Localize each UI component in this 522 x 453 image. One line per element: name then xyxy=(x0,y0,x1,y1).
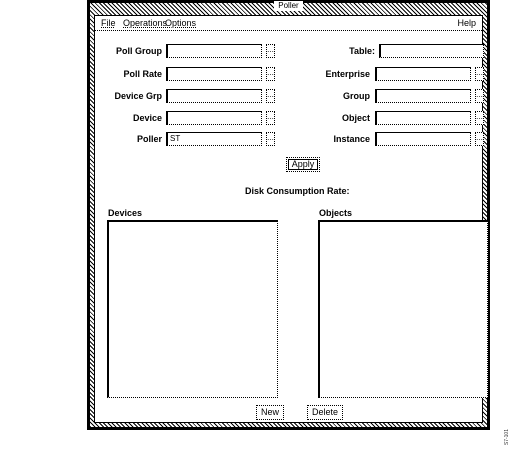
disk-consumption-rate-label: Disk Consumption Rate: xyxy=(245,186,350,196)
device-field[interactable] xyxy=(166,111,262,125)
menu-operations[interactable]: Operations xyxy=(123,18,168,28)
objects-label: Objects xyxy=(319,208,353,218)
menu-help[interactable]: Help xyxy=(457,18,476,28)
poll-group-field[interactable] xyxy=(166,44,262,58)
label-object: Object xyxy=(341,113,370,123)
delete-label: Delete xyxy=(311,407,338,417)
new-button[interactable] xyxy=(256,405,284,420)
instance-picker-button[interactable]: ... xyxy=(475,132,484,146)
apply-button-border xyxy=(288,159,318,170)
devices-list[interactable] xyxy=(107,220,278,398)
label-group: Group xyxy=(343,91,370,101)
label-enterprise: Enterprise xyxy=(325,69,370,79)
label-instance: Instance xyxy=(333,134,370,144)
table-field[interactable] xyxy=(379,44,484,58)
enterprise-picker-button[interactable]: ... xyxy=(475,67,484,81)
object-field[interactable] xyxy=(375,111,471,125)
figure-id: S7-101 xyxy=(504,428,510,445)
label-poll-group: Poll Group xyxy=(116,46,162,56)
menubar xyxy=(95,16,482,31)
group-picker-button[interactable]: ... xyxy=(475,89,484,103)
poll-group-picker-button[interactable]: ... xyxy=(266,44,275,58)
group-field[interactable] xyxy=(375,89,471,103)
device-grp-field[interactable] xyxy=(166,89,262,103)
objects-list[interactable] xyxy=(318,220,488,398)
poller-picker-button[interactable]: ... xyxy=(266,132,275,146)
devices-label: Devices xyxy=(108,208,143,218)
label-device: Device xyxy=(132,113,162,123)
poll-rate-field[interactable] xyxy=(166,67,262,81)
menu-file[interactable]: File xyxy=(101,18,116,28)
delete-button[interactable] xyxy=(307,405,343,420)
object-picker-button[interactable]: ... xyxy=(475,111,484,125)
apply-button[interactable] xyxy=(286,157,320,172)
device-picker-button[interactable]: ... xyxy=(266,111,275,125)
instance-field[interactable] xyxy=(375,132,471,146)
window-title: Poller xyxy=(274,1,302,11)
poller-field[interactable]: ST xyxy=(166,132,262,146)
poll-rate-picker-button[interactable]: ... xyxy=(266,67,275,81)
window-content xyxy=(94,15,483,423)
label-device-grp: Device Grp xyxy=(114,91,162,101)
menu-options[interactable]: Options xyxy=(165,18,197,28)
label-poller: Poller xyxy=(136,134,162,144)
label-table: Table: xyxy=(349,46,375,56)
poller-window xyxy=(87,0,490,430)
new-label: New xyxy=(260,407,279,417)
enterprise-field[interactable] xyxy=(375,67,471,81)
device-grp-picker-button[interactable]: ... xyxy=(266,89,275,103)
window-titlebar[interactable] xyxy=(90,0,487,12)
apply-label: Apply xyxy=(291,159,315,169)
label-poll-rate: Poll Rate xyxy=(123,69,162,79)
